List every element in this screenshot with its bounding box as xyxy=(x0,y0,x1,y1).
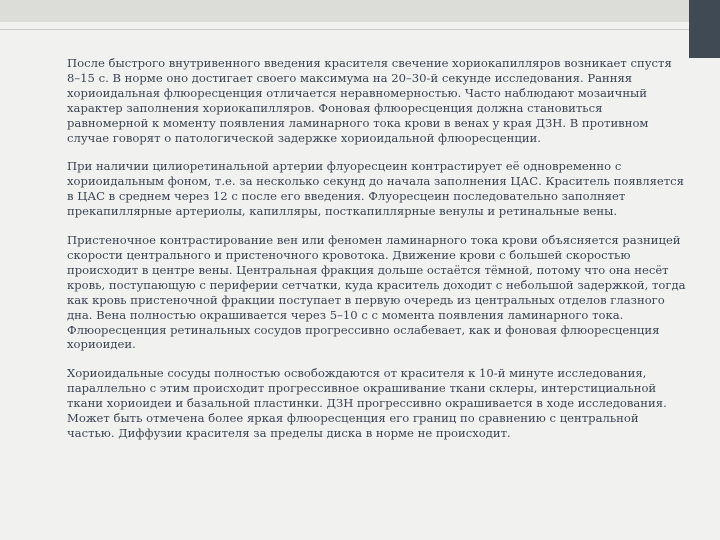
text-content xyxy=(67,56,687,455)
corner-accent-block xyxy=(689,0,720,58)
header-divider xyxy=(0,29,720,30)
paragraph-late-phase: Хориоидальные сосуды полностью освобождаются от красителя к 10-й минуте исследования, параллельно с этим происходит прогрессивное окрашивание ткани склеры, интерстициальной ткани хориоидеи и базальной пластинки. ДЗН прогрессивно окрашивается в ходе исследования. Может быть отмечена более яркая флюоресценция его границ по сравнению с центральной частью. Диффузии красителя за пределы диска в норме не происходит. xyxy=(67,366,667,440)
paragraph-choroidal-fluorescence: После быстрого внутривенного введения красителя свечение хориокапилляров возникает спустя 8–15 с. В норме оно достигает своего максимума на 20–30-й секунде исследования. Ранняя хориоидальная флюоресценция отличается неравномерностью. Часто наблюдают мозаичный характер заполнения хориокапилляров. Фоновая флюоресценция должна становиться равномерной к моменту появления ламинарного тока крови в венах у края ДЗН. В противном случае говорят о патологической задержке хориоидальной флюоресценции. xyxy=(67,56,672,145)
paragraph-cilioretinal-artery: При наличии цилиоретинальной артерии флуоресцеин контрастирует её одновременно с хориоидальным фоном, т.е. за несколько секунд до начала заполнения ЦАС. Краситель появляется в ЦАС в среднем через 12 с после его введения. Флуоресцеин последовательно заполняет прекапиллярные артериолы, капилляры, посткапиллярные венулы и ретинальные вены. xyxy=(67,159,684,219)
top-decorative-band xyxy=(0,0,720,22)
paragraph-laminar-flow: Пристеночное контрастирование вен или феномен ламинарного тока крови объясняется разницей скорости центрального и пристеночного кровотока. Движение крови с большей скоростью происходит в центре вены. Центральная фракция дольше остаётся тёмной, потому что она несёт кровь, поступающую с периферии сетчатки, куда краситель доходит с небольшой задержкой, тогда как кровь пристеночной фракции поступает в первую очередь из центральных отделов глазного дна. Вена полностью окрашивается через 5–10 с с момента появления ламинарного тока. Флюоресценция ретинальных сосудов прогрессивно ослабевает, как и фоновая флюоресценция хориоидеи. xyxy=(67,233,686,352)
